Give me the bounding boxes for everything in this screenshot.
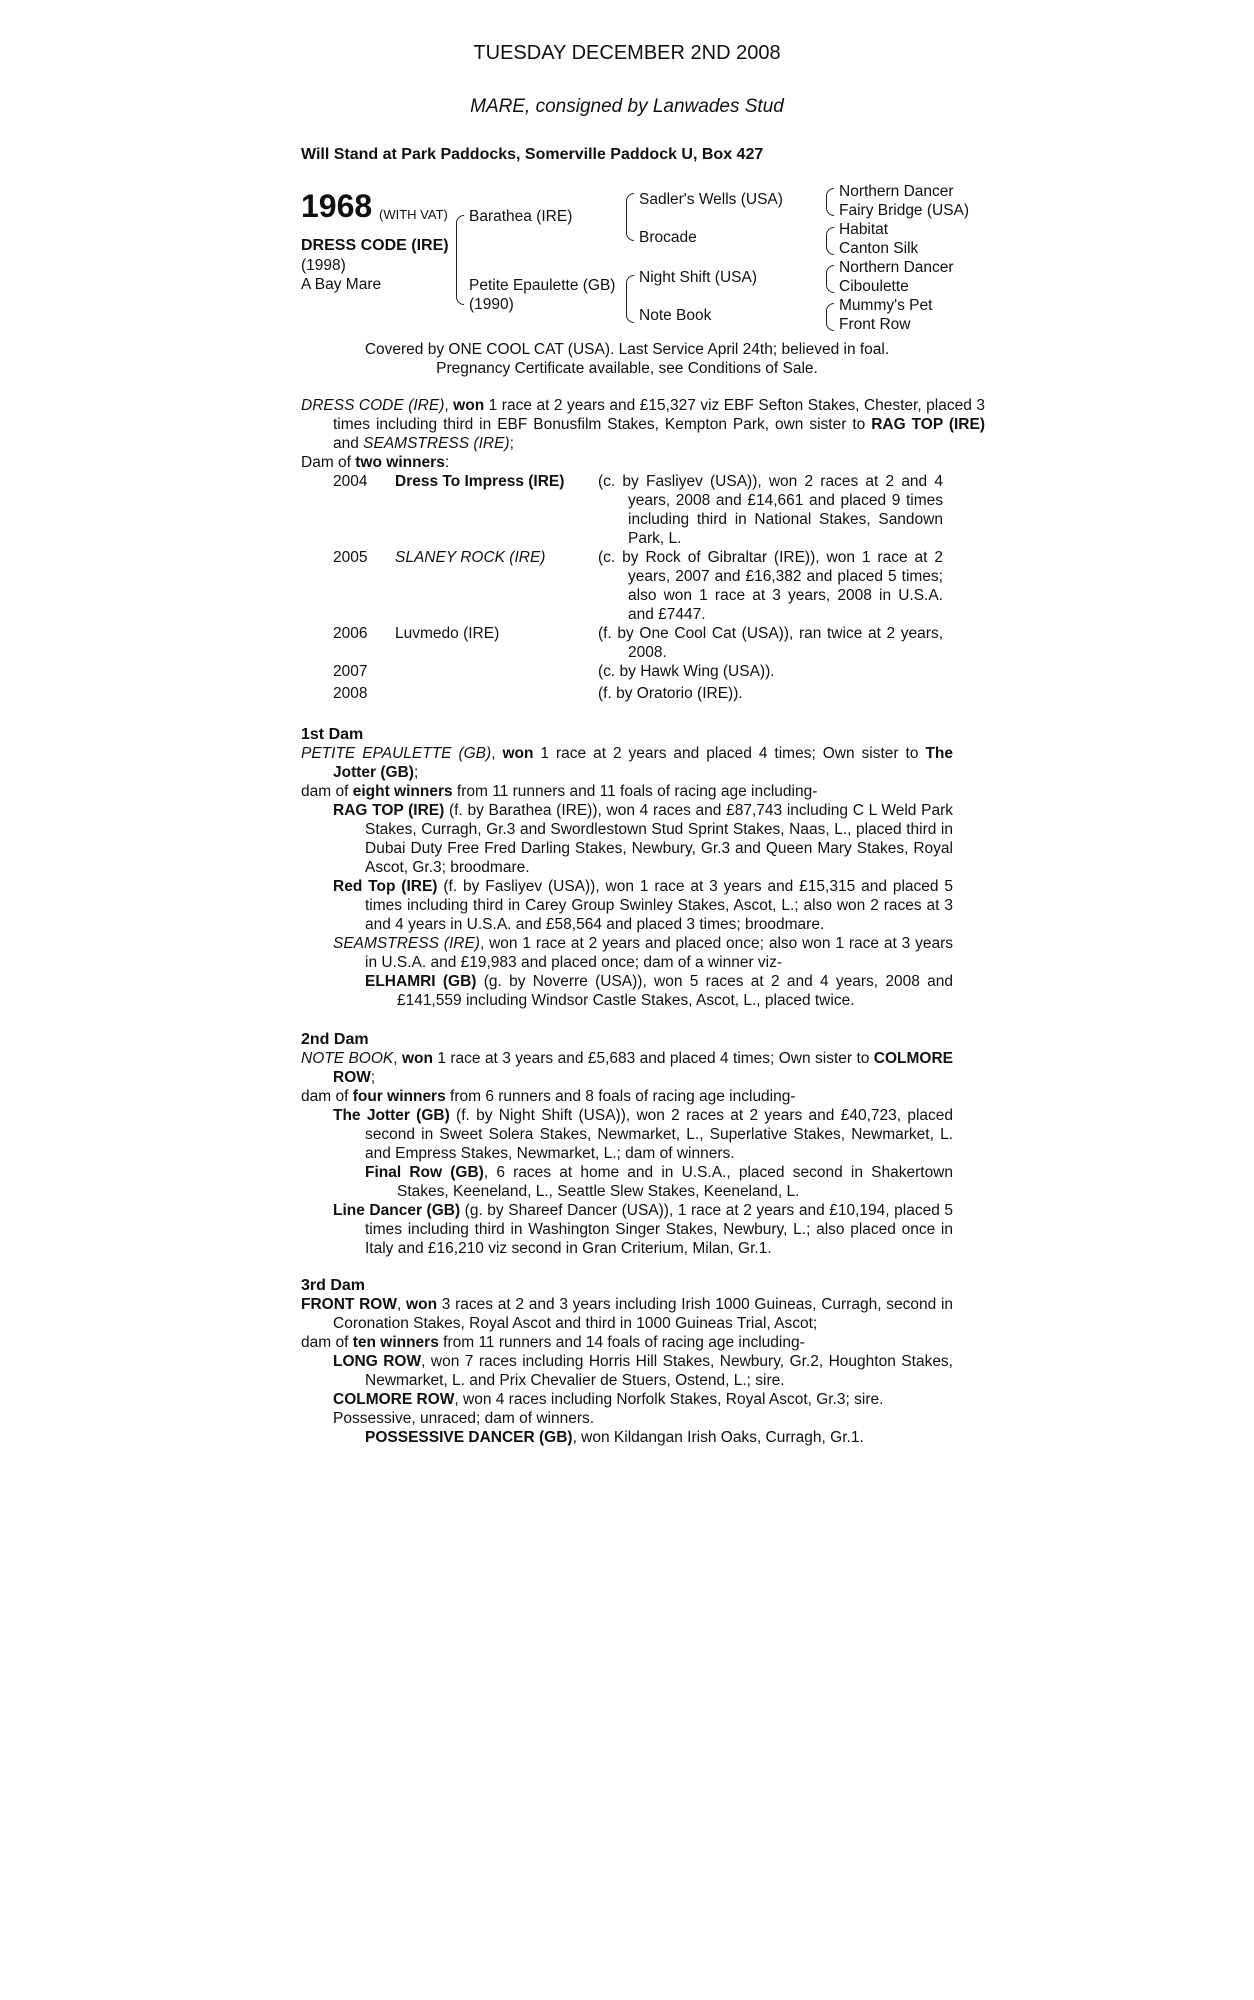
dam-dam: Note Book [639,307,712,324]
sister-1: RAG TOP (IRE) [871,416,985,433]
mare-text: 1 race at 2 years and £15,327 viz EBF Sefton Stakes, Chester, placed 3 times including third in EBF Bonusfilm Stakes, Kempton Park, own sister to [333,397,985,433]
produce-row [333,548,943,624]
dam1-text: 1 race at 2 years and placed 4 times; Own sister to [533,745,926,762]
dam3-text: 3 races at 2 and 3 years including Irish 1000 Guineas, Curragh, second in Coronation Stakes, Royal Ascot and third in 1000 Guineas Trial, Ascot; [333,1296,954,1332]
dam2-sister: COLMORE ROW [333,1050,953,1086]
progeny-name: Final Row (GB) [365,1164,484,1181]
gg-3: Habitat [839,221,889,238]
dam3-progeny-2 [333,1390,953,1409]
dam3-progeny-1 [333,1352,953,1390]
dam2-name: NOTE BOOK [301,1050,394,1067]
dam2-damof [301,1087,953,1106]
dam1-progeny-3 [333,934,953,972]
progeny-text: (g. by Noverre (USA)), won 5 races at 2 and 4 years, 2008 and £141,559 including Windsor Castle Stakes, Ascot, L., placed twice. [397,973,953,1009]
brace-dam [626,275,634,323]
sire: Barathea (IRE) [469,208,573,225]
progeny-name: The Jotter (GB) [333,1107,450,1124]
dam1-heading: 1st Dam [301,726,364,743]
brace-sire [626,193,634,241]
dam1-progeny-2 [333,877,953,934]
produce-list [333,472,943,706]
consignor-line: MARE, consigned by Lanwades Stud [470,96,784,117]
dam1-damof-bold: eight winners [352,783,453,800]
gg-4: Canton Silk [839,240,919,257]
pedigree-table [301,183,1001,338]
produce-desc: (f. by One Cool Cat (USA)), ran twice at 2 years, 2008. [598,625,943,661]
progeny-text: (g. by Shareef Dancer (USA)), 1 race at 2 years and £10,194, placed 5 times including third in Washington Singer Stakes, Newbury, L.; also placed once in Italy and £16,210 viz second in Gran Criterium, Milan, Gr.1. [365,1202,953,1257]
progeny-name: ELHAMRI (GB) [365,973,477,990]
sire-sire: Sadler's Wells (USA) [639,191,783,208]
dam1-progeny-1 [333,801,953,877]
progeny-name: SEAMSTRESS (IRE) [333,935,480,952]
sister-2: SEAMSTRESS (IRE) [363,435,510,452]
dam2-won: won [401,1050,433,1067]
dam2-text: 1 race at 3 years and £5,683 and placed 4 times; Own sister to [432,1050,874,1067]
brace-gen1 [456,215,464,305]
brace-ds [826,265,834,293]
produce-year: 2007 [333,663,368,680]
dam2-end: ; [370,1069,376,1086]
progeny-text: (f. by Fasliyev (USA)), won 1 race at 3 years and £15,315 and placed 5 times including third in Carey Group Swinley Stakes, Ascot, L.; also won 2 races at 3 and 4 years in U.S.A. and £58,564 and placed 3 times; broodmare. [365,878,954,933]
progeny-name: Red Top (IRE) [333,878,438,895]
produce-row [333,684,943,706]
produce-year: 2006 [333,625,368,642]
dam1-section [301,725,953,1010]
dam2-damof-post: from 6 runners and 8 foals of racing age including- [445,1088,796,1105]
dam1-name: PETITE EPAULETTE (GB) [301,745,492,762]
progeny-text: , won 1 race at 2 years and placed once; also won 1 race at 3 years in U.S.A. and £19,983 and placed once; dam of a winner viz- [365,935,953,971]
dam2-heading: 2nd Dam [301,1031,369,1048]
dam3-progeny-4 [365,1428,953,1447]
gg-6: Ciboulette [839,278,909,295]
dam3-heading: 3rd Dam [301,1277,366,1294]
gg-8: Front Row [839,316,911,333]
dam-of-line [301,453,953,472]
progeny-name: COLMORE ROW [333,1391,455,1408]
dam3-damof-bold: ten winners [352,1334,439,1351]
dam3-damof-pre: dam of [301,1334,353,1351]
covered-line-1: Covered by ONE COOL CAT (USA). Last Service April 24th; believed in foal. [364,341,890,358]
covered-line-2: Pregnancy Certificate available, see Conditions of Sale. [436,360,818,377]
produce-name: Dress To Impress (IRE) [395,473,565,490]
gg-7: Mummy's Pet [839,297,933,314]
mare-summary: DRESS CODE (IRE), won 1 race at 2 years and £15,327 viz EBF Sefton Stakes, Chester, placed 3 times including third in EBF Bonusfilm Stakes, Kempton Park, own sister to RAG TOP (IRE) and SEAMSTRESS (IRE); [301,397,985,452]
produce-row [333,624,943,662]
dam2-section [301,1030,953,1258]
dam-of-post: : [444,454,450,471]
dam-year: (1990) [469,296,514,313]
dam2-damof-pre: dam of [301,1088,353,1105]
dam1-sister: The Jotter (GB) [333,745,953,781]
and-text: and [333,435,364,452]
progeny-text: , won 4 races including Norfolk Stakes, Royal Ascot, Gr.3; sire. [454,1391,884,1408]
brace-dd [826,303,834,331]
progeny-text: (f. by Barathea (IRE)), won 4 races and £87,743 including C L Weld Park Stakes, Curragh, Gr.3 and Swordlestown Stud Sprint Stakes, Naas, L., placed third in Dubai Duty Free Fred Darling Stakes, Newbury, Gr.3 and Queen Mary Stakes, Royal Ascot, Gr.3; broodmare. [365,802,953,876]
dam: Petite Epaulette (GB) [469,277,616,294]
dam2-damof-bold: four winners [352,1088,446,1105]
dam-sire: Night Shift (USA) [639,269,758,286]
horse-description: A Bay Mare [301,276,382,293]
dam-of-pre: Dam of [301,454,356,471]
sale-date: TUESDAY DECEMBER 2ND 2008 [473,42,781,64]
stand-location: Will Stand at Park Paddocks, Somerville Paddock U, Box 427 [301,146,764,163]
produce-year: 2004 [333,473,368,490]
progeny-text: , won Kildangan Irish Oaks, Curragh, Gr.1. [572,1429,864,1446]
dam1-damof-pre: dam of [301,783,353,800]
dam1-damof-post: from 11 runners and 11 foals of racing age including- [452,783,818,800]
progeny-name: POSSESSIVE DANCER (GB) [365,1429,573,1446]
dam2-summary: NOTE BOOK, won 1 race at 3 years and £5,683 and placed 4 times; Own sister to COLMORE ROW; [301,1050,953,1086]
end-text: ; [509,435,514,452]
dam3-summary: FRONT ROW, won 3 races at 2 and 3 years including Irish 1000 Guineas, Curragh, second in Coronation Stakes, Royal Ascot and third in 1000 Guineas Trial, Ascot; [301,1296,954,1332]
brace-ss [826,188,834,216]
produce-row [333,662,943,684]
gg-5: Northern Dancer [839,259,954,276]
vat-note: (WITH VAT) [379,207,448,222]
dam1-summary: PETITE EPAULETTE (GB), won 1 race at 2 years and placed 4 times; Own sister to The Jotter (GB); [301,745,953,781]
produce-row [333,472,943,548]
dam2-progeny-1 [333,1106,953,1163]
produce-year: 2008 [333,685,368,702]
dam1-end: ; [413,764,419,781]
progeny-name: LONG ROW [333,1353,422,1370]
dam-of-bold: two winners [355,454,445,471]
dam1-progeny-4 [365,972,953,1010]
progeny-text: (f. by Night Shift (USA)), won 2 races at 2 years and £40,723, placed second in Sweet Solera Stakes, Newmarket, L., Superlative Stakes, Newmarket, L. and Empress Stakes, Newmarket, L.; dam of winners. [365,1107,953,1162]
dam3-name: FRONT ROW [301,1296,397,1313]
produce-desc: (c. by Rock of Gibraltar (IRE)), won 1 race at 2 years, 2007 and £16,382 and placed 5 times; also won 1 race at 3 years, 2008 in U.S.A. and £7447. [598,549,943,623]
dam3-won: won [406,1296,438,1313]
dam2-progeny-3 [333,1201,953,1258]
produce-desc: (c. by Hawk Wing (USA)). [598,663,775,680]
sire-dam: Brocade [639,229,697,246]
horse-year: (1998) [301,257,346,274]
dam1-won: won [502,745,534,762]
dam2-progeny-2 [365,1163,953,1201]
progeny-name: Line Dancer (GB) [333,1202,461,1219]
progeny-text: , 6 races at home and in U.S.A., placed second in Shakertown Stakes, Keeneland, L., Seattle Slew Stakes, Keeneland, L. [397,1164,954,1200]
produce-desc: (f. by Oratorio (IRE)). [598,685,743,702]
produce-name: SLANEY ROCK (IRE) [395,549,546,566]
progeny-name: RAG TOP (IRE) [333,802,445,819]
horse-name: DRESS CODE (IRE) [301,237,449,254]
dam3-section [301,1276,953,1447]
progeny-text: Possessive, unraced; dam of winners. [333,1410,595,1427]
brace-sd [826,227,834,255]
lot-number: 1968 [301,188,373,224]
progeny-text: , won 7 races including Horris Hill Stakes, Newbury, Gr.2, Houghton Stakes, Newmarket, L. and Prix Chevalier de Stuers, Ostend, L.; sire. [365,1353,953,1389]
produce-desc: (c. by Fasliyev (USA)), won 2 races at 2 and 4 years, 2008 and £14,661 and placed 9 times including third in National Stakes, Sandown Park, L. [598,473,943,547]
produce-year: 2005 [333,549,368,566]
dam3-damof [301,1333,953,1352]
dam3-progeny-3 [333,1409,953,1428]
covered-note [301,340,953,378]
produce-name: Luvmedo (IRE) [395,625,500,642]
mare-won: won [453,397,485,414]
gg-1: Northern Dancer [839,183,954,200]
dam1-damof [301,782,953,801]
gg-2: Fairy Bridge (USA) [839,202,970,219]
dam3-damof-post: from 11 runners and 14 foals of racing age including- [438,1334,805,1351]
mare-name: DRESS CODE (IRE) [301,397,445,414]
